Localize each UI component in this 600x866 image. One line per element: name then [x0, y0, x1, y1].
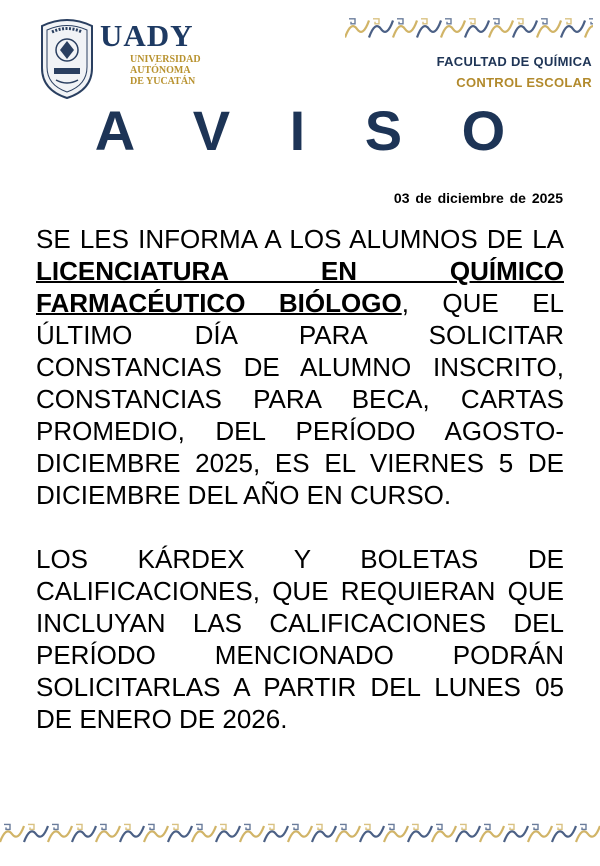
- pattern-fret: [436, 824, 442, 829]
- pattern-stroke: [144, 826, 168, 842]
- pattern-fret: [421, 19, 427, 24]
- pattern-fret: [268, 824, 274, 829]
- pattern-fret: [52, 824, 58, 829]
- pattern-stroke: [0, 826, 24, 842]
- pattern-stroke: [537, 21, 561, 38]
- pattern-fret: [364, 824, 370, 829]
- pattern-fret: [469, 19, 475, 24]
- pattern-fret: [460, 824, 466, 829]
- university-logo: [100, 20, 201, 87]
- pattern-stroke: [120, 826, 144, 842]
- notice-date: 03 de diciembre de 2025: [393, 190, 563, 206]
- pattern-fret: [4, 824, 10, 829]
- pattern-fret: [589, 19, 593, 24]
- faculty-name: FACULTAD DE QUÍMICA: [436, 54, 592, 69]
- pattern-stroke: [408, 826, 432, 842]
- pattern-stroke: [489, 21, 513, 38]
- logo-subtitle-line: UNIVERSIDAD: [130, 54, 201, 65]
- pattern-stroke: [288, 826, 312, 842]
- pattern-fret: [565, 19, 571, 24]
- pattern-fret: [220, 824, 226, 829]
- pattern-stroke: [336, 826, 360, 842]
- pattern-stroke: [456, 826, 480, 842]
- pattern-stroke: [264, 826, 288, 842]
- pattern-stroke: [72, 826, 96, 842]
- pattern-fret: [445, 19, 451, 24]
- notice-title: A V I S O: [94, 99, 528, 162]
- pattern-stroke: [216, 826, 240, 842]
- pattern-stroke: [192, 826, 216, 842]
- pattern-stroke: [504, 826, 528, 842]
- pattern-fret: [316, 824, 322, 829]
- pattern-fret: [532, 824, 538, 829]
- pattern-fret: [340, 824, 346, 829]
- pattern-stroke: [576, 826, 600, 842]
- decorative-border-bottom: [0, 818, 600, 850]
- pattern-stroke: [345, 21, 369, 38]
- pattern-fret: [493, 19, 499, 24]
- university-seal-icon: [38, 16, 96, 100]
- pattern-fret: [412, 824, 418, 829]
- pattern-fret: [556, 824, 562, 829]
- paragraph-lead: SE LES INFORMA A LOS ALUMNOS DE LA: [36, 224, 564, 254]
- pattern-fret: [100, 824, 106, 829]
- pattern-stroke: [417, 21, 441, 38]
- logo-subtitle: [130, 54, 201, 87]
- paragraph-rest: , QUE EL ÚLTIMO DÍA PARA SOLICITAR CONSTANCIAS DE ALUMNO INSCRITO, CONSTANCIAS PARA BECA, CARTAS PROMEDIO, DEL PERÍODO AGOSTO-DICIEMBRE 2025, ES EL VIERNES 5 DE DICIEMBRE DEL AÑO EN CURSO.: [36, 288, 564, 510]
- pattern-stroke: [480, 826, 504, 842]
- pattern-stroke: [369, 21, 393, 38]
- pattern-stroke: [393, 21, 417, 38]
- pattern-fret: [76, 824, 82, 829]
- logo-subtitle-line: AUTÓNOMA: [130, 65, 191, 76]
- notice-body: [36, 223, 564, 735]
- pattern-fret: [388, 824, 394, 829]
- pattern-fret: [484, 824, 490, 829]
- pattern-fret: [292, 824, 298, 829]
- pattern-stroke: [96, 826, 120, 842]
- pattern-fret: [196, 824, 202, 829]
- pattern-stroke: [561, 21, 585, 38]
- pattern-stroke: [585, 21, 593, 38]
- pattern-fret: [124, 824, 130, 829]
- pattern-fret: [541, 19, 547, 24]
- department-name: CONTROL ESCOLAR: [456, 75, 592, 90]
- pattern-stroke: [48, 826, 72, 842]
- logo-subtitle-line: DE YUCATÁN: [130, 76, 196, 87]
- pattern-stroke: [24, 826, 48, 842]
- pattern-stroke: [168, 826, 192, 842]
- pattern-stroke: [384, 826, 408, 842]
- pattern-fret: [172, 824, 178, 829]
- pattern-stroke: [552, 826, 576, 842]
- pattern-fret: [580, 824, 586, 829]
- pattern-stroke: [441, 21, 465, 38]
- notice-paragraph: LOS KÁRDEX Y BOLETAS DE CALIFICACIONES, QUE REQUIERAN QUE INCLUYAN LAS CALIFICACIONES DEL PERÍODO MENCIONADO PODRÁN SOLICITARLAS A PARTIR DEL LUNES 05 DE ENERO DE 2026.: [36, 544, 564, 734]
- pattern-fret: [373, 19, 379, 24]
- pattern-fret: [148, 824, 154, 829]
- decorative-border-top: [345, 12, 593, 46]
- pattern-stroke: [465, 21, 489, 38]
- pattern-stroke: [432, 826, 456, 842]
- pattern-stroke: [513, 21, 537, 38]
- program-name-highlight: LICENCIATURA EN QUÍMICO FARMACÉUTICO BIÓLOGO: [36, 256, 564, 318]
- logo-wordmark: UADY: [100, 18, 194, 53]
- pattern-stroke: [312, 826, 336, 842]
- notice-paragraph: [36, 223, 564, 511]
- pattern-stroke: [360, 826, 384, 842]
- pattern-fret: [508, 824, 514, 829]
- pattern-fret: [349, 19, 355, 24]
- pattern-fret: [517, 19, 523, 24]
- pattern-fret: [244, 824, 250, 829]
- pattern-stroke: [240, 826, 264, 842]
- pattern-fret: [397, 19, 403, 24]
- pattern-fret: [28, 824, 34, 829]
- faculty-header: [437, 51, 592, 93]
- pattern-stroke: [528, 826, 552, 842]
